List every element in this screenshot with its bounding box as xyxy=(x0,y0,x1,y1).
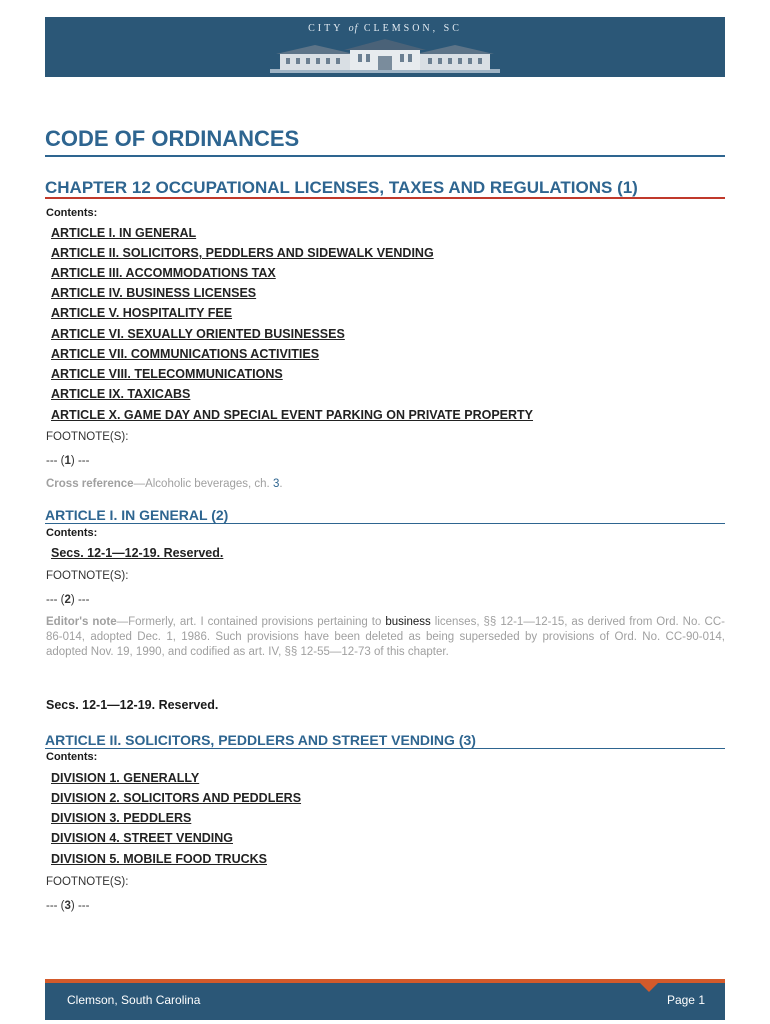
footer-notch xyxy=(640,983,658,992)
footnote-marker-3: --- (3) --- xyxy=(46,900,90,912)
section-heading: Secs. 12-1—12-19. Reserved. xyxy=(46,698,219,712)
toc-link-division-5[interactable]: DIVISION 5. MOBILE FOOD TRUCKS xyxy=(51,852,267,866)
toc-link-division-2[interactable]: DIVISION 2. SOLICITORS AND PEDDLERS xyxy=(51,791,302,805)
toc-link-article-5[interactable]: ARTICLE V. HOSPITALITY FEE xyxy=(51,306,233,320)
chapter-3-link[interactable]: 3 xyxy=(272,478,280,490)
city-hall-illustration xyxy=(270,39,500,73)
toc-link-division-3[interactable]: DIVISION 3. PEDDLERS xyxy=(51,811,192,825)
toc-link-division-4[interactable]: DIVISION 4. STREET VENDING xyxy=(51,831,233,845)
article-2-footnotes-label: FOOTNOTE(S): xyxy=(46,876,129,888)
toc-link-article-3[interactable]: ARTICLE III. ACCOMMODATIONS TAX xyxy=(51,266,276,280)
toc-link-article-1[interactable]: ARTICLE I. IN GENERAL xyxy=(51,226,197,240)
toc-link-article-9[interactable]: ARTICLE IX. TAXICABS xyxy=(51,387,191,401)
toc-link-article-4[interactable]: ARTICLE IV. BUSINESS LICENSES xyxy=(51,286,257,300)
page-title: CODE OF ORDINANCES xyxy=(45,126,725,157)
toc-link-article-6[interactable]: ARTICLE VI. SEXUALLY ORIENTED BUSINESSES xyxy=(51,327,345,341)
page-footer xyxy=(45,983,725,1020)
toc-link-secs-12-1[interactable]: Secs. 12-1—12-19. Reserved. xyxy=(51,546,224,560)
contents-label: Contents: xyxy=(46,207,98,219)
toc-link-article-7[interactable]: ARTICLE VII. COMMUNICATIONS ACTIVITIES xyxy=(51,347,320,361)
article-2-contents-label: Contents: xyxy=(46,751,98,763)
chapter-heading xyxy=(45,178,725,199)
toc-link-article-10[interactable]: ARTICLE X. GAME DAY AND SPECIAL EVENT PARKING ON PRIVATE PROPERTY xyxy=(51,408,534,422)
toc-link-article-8[interactable]: ARTICLE VIII. TELECOMMUNICATIONS xyxy=(51,367,283,381)
city-name: CITY of CLEMSON, SC xyxy=(308,23,462,34)
editors-note: Editor's note—Formerly, art. I contained provisions pertaining to business licenses, §§ 12-1—12-15, as derived from Ord. No. CC-86-014, adopted Dec. 1, 1986. Such provisions have been deleted as being superseded by provisions of Ord. No. CC-90-014, adopted Nov. 19, 1990, and codified as art. IV, §§ 12-55—12-73 of this chapter. xyxy=(46,616,725,658)
footer-city: Clemson, South Carolina xyxy=(67,993,201,1007)
footnote-marker-1: --- (1) --- xyxy=(46,455,90,467)
toc-link-article-2[interactable]: ARTICLE II. SOLICITORS, PEDDLERS AND SIDEWALK VENDING xyxy=(51,246,434,260)
article-2-heading: ARTICLE II. SOLICITORS, PEDDLERS AND STREET VENDING (3) xyxy=(45,732,725,749)
footnote-marker-2: --- (2) --- xyxy=(46,594,90,606)
article-1-contents-label: Contents: xyxy=(46,527,98,539)
page-number: Page 1 xyxy=(666,993,705,1007)
toc-link-division-1[interactable]: DIVISION 1. GENERALLY xyxy=(51,771,200,785)
chapter-heading-text: CHAPTER 12 OCCUPATIONAL LICENSES, TAXES AND REGULATIONS (1) xyxy=(45,178,638,197)
article-1-heading: ARTICLE I. IN GENERAL (2) xyxy=(45,507,725,524)
footnotes-label: FOOTNOTE(S): xyxy=(46,431,129,443)
article-1-footnotes-label: FOOTNOTE(S): xyxy=(46,570,129,582)
cross-reference-note: Cross reference—Alcoholic beverages, ch. 3. xyxy=(46,478,283,490)
header-banner xyxy=(45,17,725,77)
